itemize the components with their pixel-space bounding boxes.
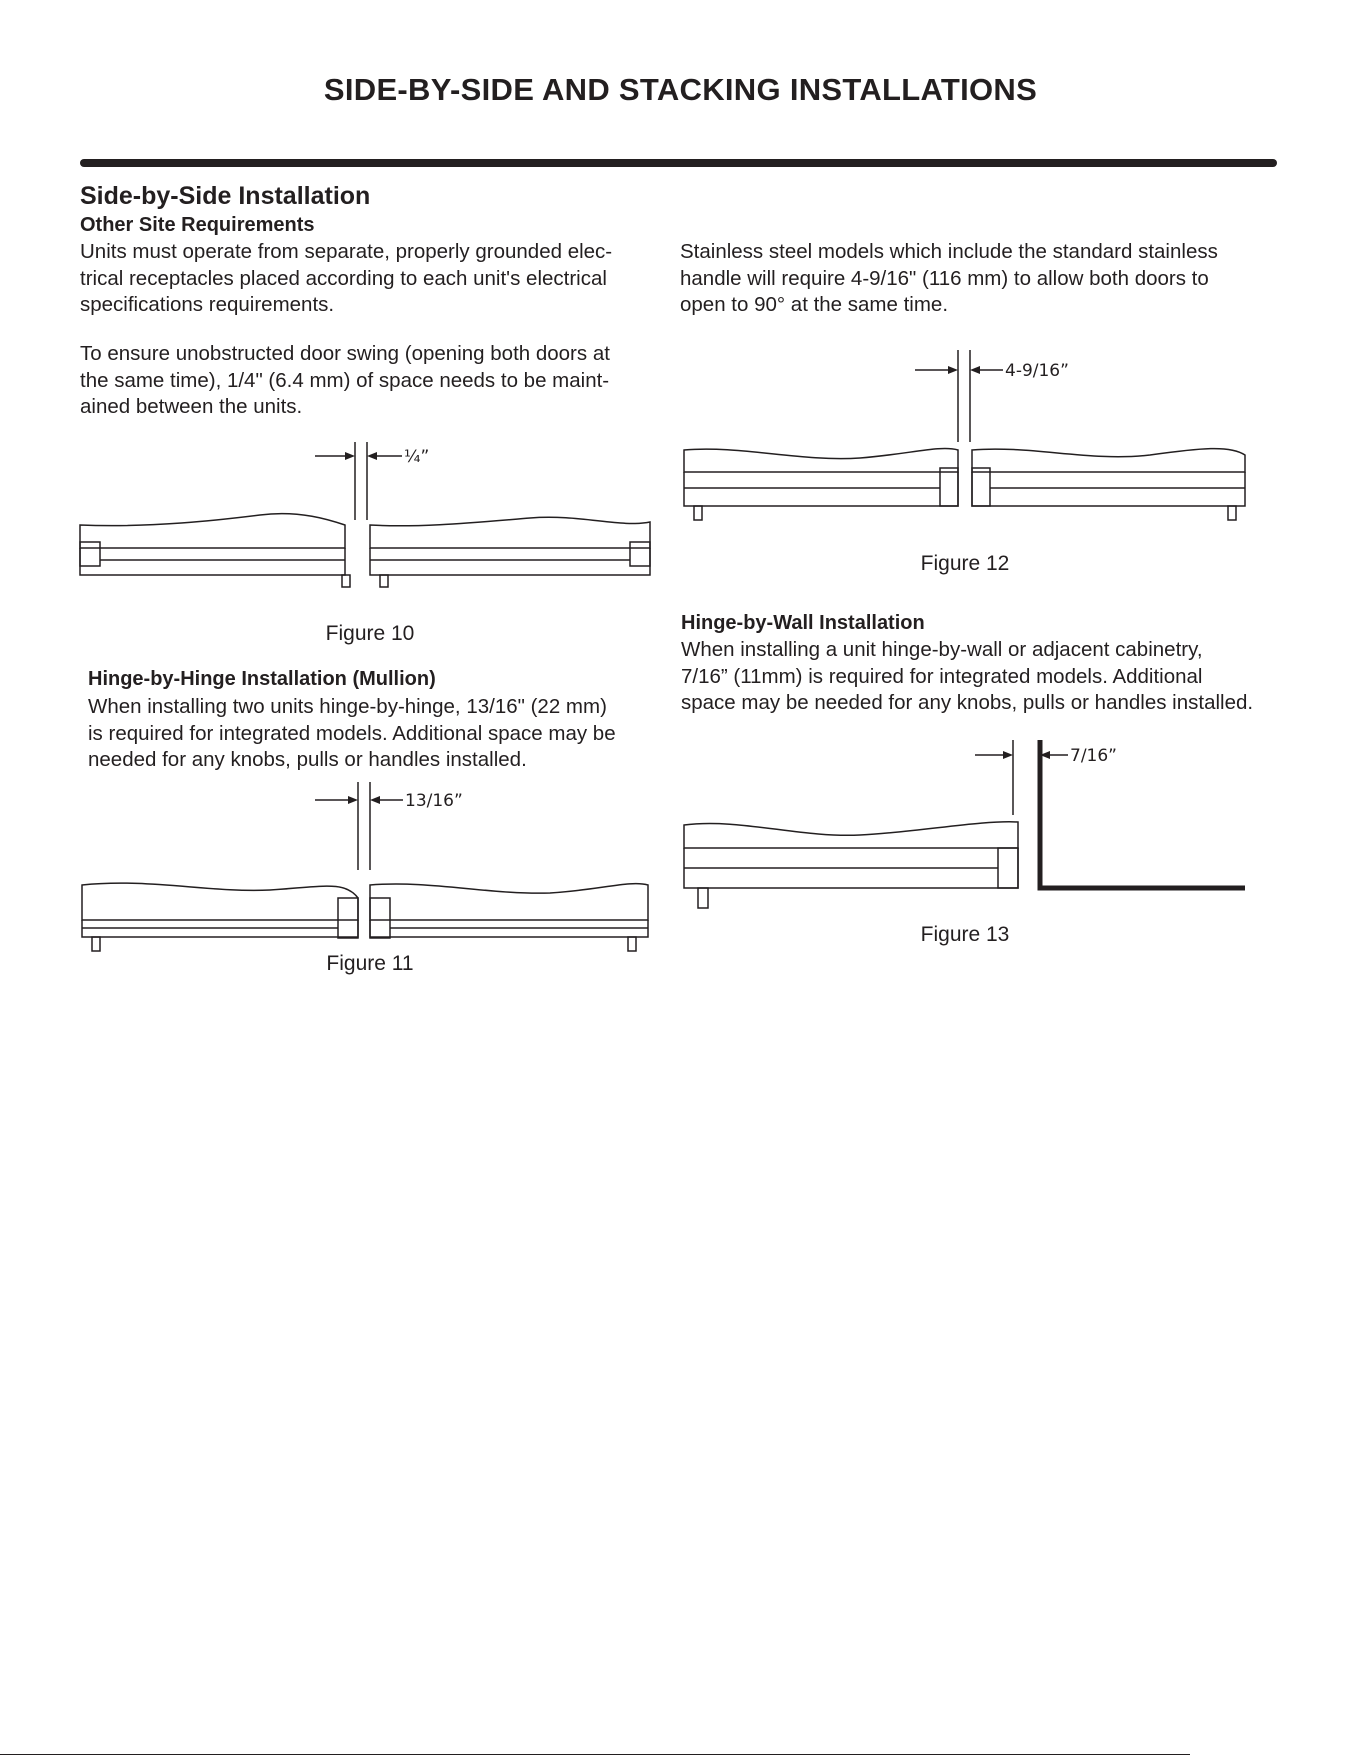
text-line: open to 90° at the same time.: [680, 293, 949, 316]
text-line: space may be needed for any knobs, pulls or handles installed.: [681, 691, 1254, 714]
text-line: the same time), 1/4" (6.4 mm) of space needs to be maint-: [80, 368, 610, 392]
text-line: ained between the units.: [80, 395, 303, 418]
footer-divider: [0, 1754, 1190, 1755]
text-line: is required for integrated models. Additional space may be: [88, 721, 616, 745]
hinge-by-wall-title: Hinge-by-Wall Installation: [681, 612, 925, 634]
page-title: SIDE-BY-SIDE AND STACKING INSTALLATIONS: [323, 72, 1038, 107]
section-title: Side-by-Side Installation: [80, 182, 371, 210]
subsection-title: Other Site Requirements: [80, 214, 315, 236]
text-line: specifications requirements.: [80, 293, 335, 316]
text-line: When installing two units hinge-by-hinge, 13/16" (22 mm): [88, 695, 607, 718]
figure-11-caption: Figure 11: [326, 952, 414, 975]
text-line: Stainless steel models which include the standard stainless: [680, 240, 1218, 263]
figure-13-dimension: 7/16”: [1070, 746, 1117, 766]
hinge-by-hinge-title: Hinge-by-Hinge Installation (Mullion): [88, 668, 436, 690]
text-line: To ensure unobstructed door swing (opening both doors at: [80, 342, 610, 365]
figure-12-caption: Figure 12: [920, 552, 1010, 575]
figure-12-dimension: 4-9/16”: [1005, 361, 1069, 381]
text-line: trical receptacles placed according to each unit's electrical: [80, 266, 607, 290]
text-line: 7/16” (11mm) is required for integrated models. Additional: [681, 664, 1203, 688]
figure-11-dimension: 13/16”: [405, 791, 463, 811]
text-line: When installing a unit hinge-by-wall or adjacent cabinetry,: [681, 638, 1203, 661]
figure-10-dimension: ¼”: [404, 447, 430, 467]
text-line: handle will require 4-9/16" (116 mm) to allow both doors to: [680, 266, 1209, 290]
text-line: needed for any knobs, pulls or handles installed.: [88, 748, 527, 771]
text-line: Units must operate from separate, properly grounded elec-: [80, 240, 613, 263]
figure-10-caption: Figure 10: [325, 622, 415, 645]
hinge-icon: [998, 848, 1018, 888]
figure-13-caption: Figure 13: [920, 923, 1010, 946]
